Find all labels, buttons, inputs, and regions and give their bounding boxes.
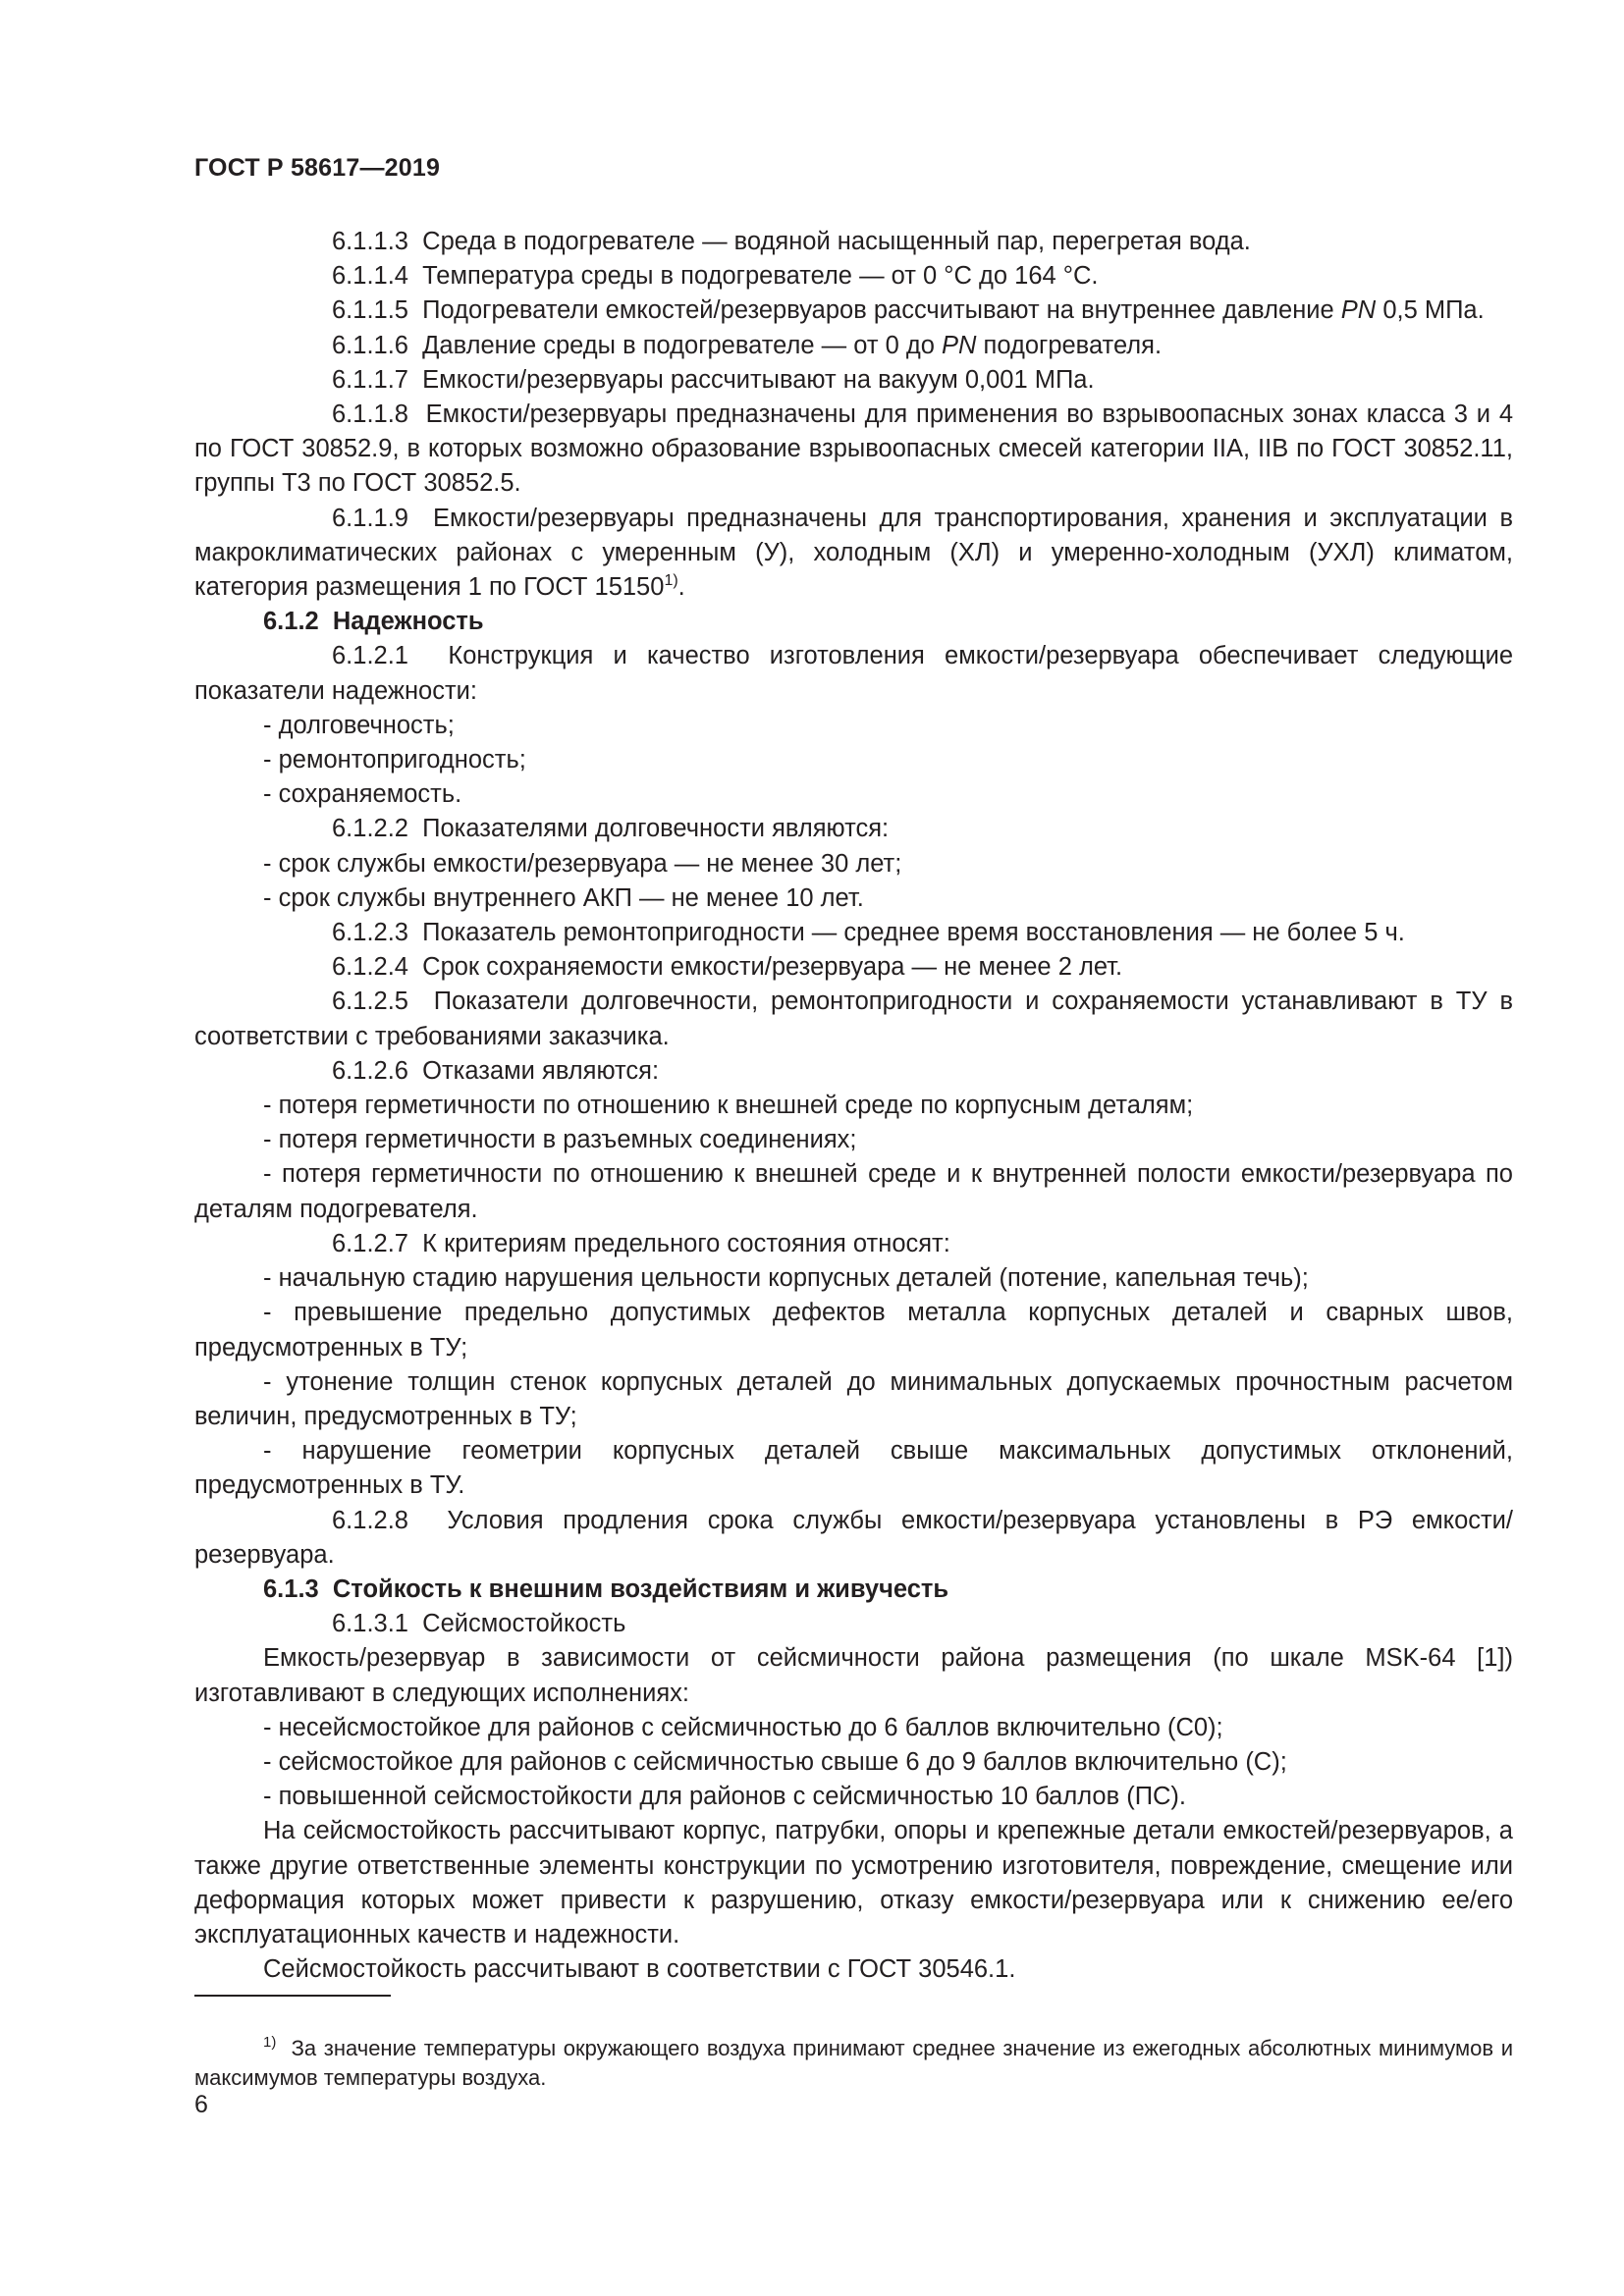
clause-text-end: подогревателя. [976,331,1163,359]
clause-number: 6.1.1.3 [332,228,408,255]
document-body [194,225,1513,1987]
clause-6-1-2-8 [194,1504,1513,1573]
page-number: 6 [194,2091,208,2118]
clause-6-1-3-1 [194,1607,1513,1641]
clause-text: Показателями долговечности являются: [422,815,890,843]
list-item: - долговечность; [263,711,455,739]
clause-text: К критериям предельного состояния относят: [422,1229,950,1257]
list-item: - повышенной сейсмостойкости для районов с сейсмичностью 10 баллов (ПС). [263,1783,1187,1811]
clause-number: 6.1.2.3 [332,919,408,947]
clause-text: Показатели долговечности, ремонтопригодности и сохраняемости устанавливают в ТУ в соответствии с требованиями заказчика. [194,988,1514,1050]
list-item: - потеря герметичности по отношению к внешней среде по корпусным деталям; [263,1092,1194,1120]
subsection-heading-6-1-2 [194,605,1513,639]
clause-6-1-1-7 [194,363,1513,398]
clause-6-1-1-6 [194,329,1513,363]
list-item: - потеря герметичности по отношению к внешней среде и к внутренней полости емкости/резервуара по деталям подогревателя. [194,1160,1513,1223]
heading-number: 6.1.2 [263,608,319,636]
footnote-separator [194,1995,391,1997]
clause-6-1-2-7 [194,1227,1513,1261]
document-code-header: ГОСТ Р 58617—2019 [194,154,441,182]
clause-text: Емкости/резервуары предназначены для применения во взрывоопасных зонах класса 3 и 4 по ГОСТ 30852.9, в которых возможно образование взрывоопасных смесей категории IIA, IIB по ГОСТ 30852.11, группы Т3 по ГОСТ 30852.5. [194,400,1513,498]
seismic-calculation-paragraph: На сейсмостойкость рассчитывают корпус, патрубки, опоры и крепежные детали емкостей/резервуаров, а также другие ответственные элементы конструкции по усмотрению изготовителя, повреждение, смещение или деформация которых может привести к разрушению, отказу емкости/резервуара или к снижению ее/его эксплуатационных качеств и надежности. [194,1817,1513,1949]
clause-6-1-1-4 [194,259,1513,294]
clause-text: Показатель ремонтопригодности — среднее время восстановления — не более 5 ч. [422,919,1405,947]
clause-number: 6.1.2.7 [332,1229,408,1257]
clause-number: 6.1.1.7 [332,365,408,394]
list-item: - срок службы внутреннего АКП — не менее 10 лет. [263,883,864,912]
clause-6-1-2-5 [194,985,1513,1053]
list-item: - начальную стадию нарушения цельности корпусных деталей (потение, капельная течь); [263,1264,1309,1293]
subsection-heading-6-1-3 [194,1573,1513,1607]
clause-text: Емкости/резервуары рассчитывают на вакуум 0,001 МПа. [422,365,1095,394]
list-item: - несейсмостойкое для районов с сейсмичностью до 6 баллов включительно (С0); [263,1713,1223,1741]
clause-6-1-1-8 [194,398,1513,502]
clause-text: Давление среды в подогревателе — от 0 до [422,331,942,359]
clause-number: 6.1.2.1 [332,642,408,670]
clause-6-1-1-3 [194,225,1513,259]
pressure-symbol: PN [1340,296,1377,325]
clause-number: 6.1.1.9 [332,504,408,532]
list-item: - нарушение геометрии корпусных деталей свыше максимальных допустимых отклонений, предусмотренных в ТУ. [194,1437,1513,1500]
heading-title: Стойкость к внешним воздействиям и живучесть [332,1575,949,1603]
footnote-marker: 1) [263,2034,277,2051]
heading-title: Надежность [332,608,484,636]
clause-number: 6.1.1.6 [332,331,408,359]
clause-number: 6.1.2.8 [332,1506,408,1534]
clause-number: 6.1.2.6 [332,1056,408,1085]
clause-text: Температура среды в подогревателе — от 0 °С до 164 °С. [422,262,1099,291]
clause-number: 6.1.2.5 [332,988,408,1016]
clause-6-1-1-9 [194,502,1513,606]
heading-number: 6.1.3 [263,1575,319,1603]
list-item: - сейсмостойкое для районов с сейсмичностью свыше 6 до 9 баллов включительно (С); [263,1747,1287,1776]
footnote [194,2034,1513,2093]
clause-number: 6.1.2.2 [332,815,408,843]
clause-6-1-2-3 [194,916,1513,950]
clause-text: Срок сохраняемости емкости/резервуара — не менее 2 лет. [422,953,1123,982]
clause-text: Конструкция и качество изготовления емкости/резервуара обеспечивает следующие показатели надежности: [194,642,1513,705]
clause-number: 6.1.3.1 [332,1610,408,1638]
footnote-text: За значение температуры окружающего воздуха принимают среднее значение из ежегодных абсолютных минимумов и максимумов температуры воздуха. [194,2036,1513,2090]
seismic-standard-paragraph: Сейсмостойкость рассчитывают в соответствии с ГОСТ 30546.1. [263,1955,1016,1984]
list-item: - утонение толщин стенок корпусных деталей до минимальных допускаемых прочностным расчетом величин, предусмотренных в ТУ; [194,1367,1513,1430]
clause-text: Подогреватели емкостей/резервуаров рассчитывают на внутреннее давление [422,296,1341,325]
list-item: - превышение предельно допустимых дефектов металла корпусных деталей и сварных швов, предусмотренных в ТУ; [194,1299,1513,1362]
clause-6-1-2-6 [194,1054,1513,1089]
clause-text-end: 0,5 МПа. [1376,296,1485,325]
clause-6-1-2-4 [194,950,1513,985]
clause-text: Сейсмостойкость [422,1610,626,1638]
footnote-reference[interactable]: 1) [664,572,678,590]
clause-number: 6.1.1.5 [332,296,408,325]
clause-text-end: . [677,573,685,602]
list-item: - потеря герметичности в разъемных соединениях; [263,1126,857,1154]
clause-number: 6.1.1.4 [332,262,408,291]
clause-text: Условия продления срока службы емкости/резервуара установлены в РЭ емкости/резервуара. [194,1506,1514,1569]
list-item: - ремонтопригодность; [263,746,526,774]
pressure-symbol: PN [942,331,977,359]
clause-number: 6.1.2.4 [332,953,408,982]
clause-number: 6.1.1.8 [332,400,408,429]
list-item: - срок службы емкости/резервуара — не менее 30 лет; [263,849,902,878]
seismic-intro-paragraph: Емкость/резервуар в зависимости от сейсмичности района размещения (по шкале MSK-64 [1]) изготавливают в следующих исполнениях: [194,1644,1513,1707]
list-item: - сохраняемость. [263,780,462,809]
clause-6-1-1-5 [194,294,1513,328]
clause-text: Среда в подогревателе — водяной насыщенный пар, перегретая вода. [422,228,1251,255]
clause-text: Отказами являются: [422,1056,660,1085]
clause-6-1-2-2 [194,812,1513,846]
clause-text: Емкости/резервуары предназначены для транспортирования, хранения и эксплуатации в макроклиматических районах с умеренным (У), холодным (ХЛ) и умеренно-холодным (УХЛ) климатом, категория размещения 1 по ГОСТ 15150 [194,504,1513,602]
clause-6-1-2-1 [194,639,1513,708]
